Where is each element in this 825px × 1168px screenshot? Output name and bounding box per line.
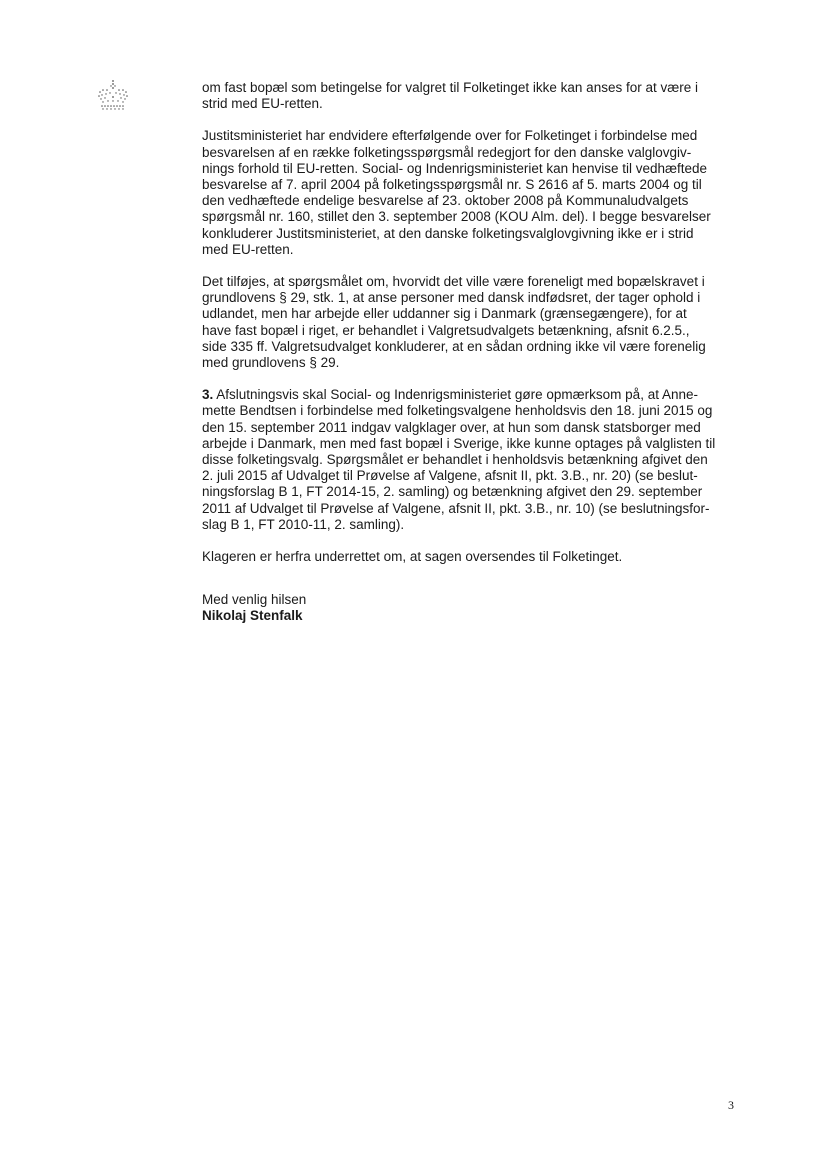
section-number: 3. (202, 387, 214, 403)
letter-body (202, 80, 738, 625)
crown-icon (94, 78, 132, 120)
paragraph-justice-ministry: Justitsministeriet har endvidere efterfølgende over for Folketinget i forbindelse med besvarelsen af en række folketingsspørgsmål redegjort for den danske valglovgiv- nings forhold til EU-retten. Social- og Indenrigsministeriet kan henvise til vedhæftede besvarelse af 7. april 2004 på folketingsspørgsmål nr. S 2616 af 5. marts 2004 og til den vedhæftede endelige besvarelse af 23. oktober 2008 på Kommunaludvalgets spørgsmål nr. 160, stillet den 3. september 2008 (KOU Alm. del). I begge besvarelser konkluderer Justitsministeriet, at den danske folketingsvalglovgivning ikke er i strid med EU-retten. (202, 128, 711, 257)
signature-name: Nikolaj Stenfalk (202, 608, 303, 624)
paragraph-complainant-informed: Klageren er herfra underrettet om, at sagen oversendes til Folketinget. (202, 549, 623, 565)
page-number: 3 (728, 1098, 734, 1112)
paragraph-eu-law-conclusion: om fast bopæl som betingelse for valgret til Folketinget ikke kan anses for at være i strid med EU-retten. (202, 80, 698, 112)
paragraph-constitution-residence: Det tilføjes, at spørgsmålet om, hvorvidt det ville være foreneligt med bopælskravet i grundlovens § 29, stk. 1, at anse personer med dansk indfødsret, der tager ophold i udlandet, men har arbejde eller uddanner sig i Danmark (grænsegængere), for at have fast bopæl i riget, er behandlet i Valgretsudvalgets betænkning, afsnit 6.2.5., side 335 ff. Valgretsudvalget konkluderer, at en sådan ordning ikke vil være forenelig med grundlovens § 29. (202, 274, 706, 371)
paragraph-closing-text: Afslutningsvis skal Social- og Indenrigsministeriet gøre opmærksom på, at Anne- mette Bendtsen i forbindelse med folketingsvalgene henholdsvis den 18. juni 2015 og den 15. september 2011 indgav valgklager over, at hun som dansk statsborger med arbejde i Danmark, men med fast bopæl i Sverige, ikke kunne optages på valglisten til disse folketingsvalg. Spørgsmålet er behandlet i henholdsvis betænkning afgivet den 2. juli 2015 af Udvalget til Prøvelse af Valgene, afsnit II, pkt. 3.B., nr. 20) (se beslut- ningsforslag B 1, FT 2014-15, 2. samling) og betænkning afgivet den 29. september 2011 af Udvalget til Prøvelse af Valgene, afsnit II, pkt. 3.B., nr. 10) (se beslutningsfor- slag B 1, FT 2010-11, 2. samling). (202, 387, 716, 532)
signature-greeting: Med venlig hilsen (202, 592, 307, 608)
paragraph-closing-remarks (202, 387, 738, 533)
